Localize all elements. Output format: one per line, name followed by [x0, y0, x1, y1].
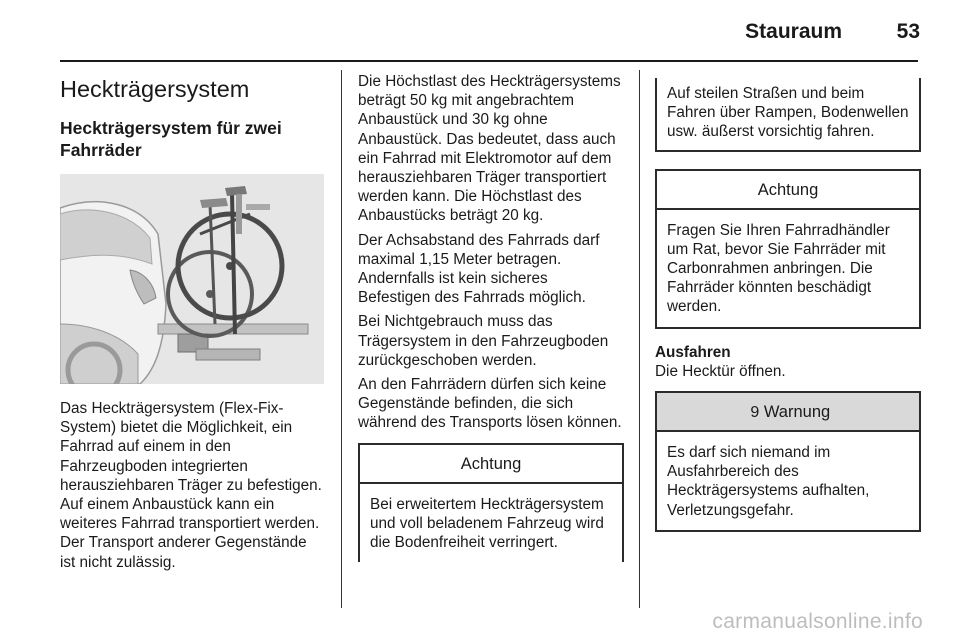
column-2: [358, 72, 624, 562]
notice-continuation-text: Auf steilen Straßen und beim Fahren über Rampen, Bodenwellen usw. äußerst vorsichtig fahren.: [667, 85, 909, 141]
warning-header: [657, 393, 919, 432]
warning-box: [655, 391, 921, 532]
notice-box-carbon-frame: [655, 169, 921, 329]
notice-box-ground-clearance: [358, 443, 624, 563]
section-subtitle-line-2: Fahrräder: [60, 140, 142, 160]
page-title: Heckträgersystem: [60, 76, 250, 102]
column-3: [655, 72, 921, 532]
subheading-ausfahren: Ausfahren: [655, 343, 731, 361]
header-rule: [60, 60, 918, 62]
header-section-title: Stauraum: [745, 20, 842, 43]
bike-carrier-illustration: [60, 174, 324, 384]
paragraph-not-in-use: Bei Nichtgebrauch muss das Trägersystem in den Fahrzeugboden zurückgeschoben werden.: [358, 313, 609, 369]
header-page-number: 53: [896, 20, 920, 43]
column-divider-1: [341, 70, 342, 608]
paragraph-loose-objects: An den Fahrrädern dürfen sich keine Gegenstände befinden, die sich während des Transports lösen können.: [358, 376, 622, 432]
notice-text: Bei erweitertem Heckträgersystem und voll beladenem Fahrzeug wird die Bodenfreiheit verringert.: [370, 495, 604, 552]
notice-text: Fragen Sie Ihren Fahrradhändler um Rat, bevor Sie Fahrräder mit Carbonrahmen anbringen. Die Fahrräder könnten beschädigt werden.: [667, 221, 890, 316]
bike-carrier-figure: [60, 174, 324, 384]
paragraph-max-load: Die Höchstlast des Heckträgersystems beträgt 50 kg mit angebrachtem Anbaustück und 30 kg ohne Anbaustück. Das bedeutet, dass auch ein Fahrrad mit Elektromotor auf dem herausziehbaren Träger transportiert werden kann. Die Höchstlast des Anbaustücks beträgt 20 kg.: [358, 73, 621, 225]
column-divider-2: [639, 70, 640, 608]
section-subtitle-line-1: Heckträgersystem für zwei: [60, 118, 282, 138]
notice-title: Achtung: [360, 445, 622, 484]
paragraph-axle-distance: Der Achsabstand des Fahrrads darf maximal 1,15 Meter betragen. Andernfalls ist kein sicheres Befestigen des Fahrrads möglich.: [358, 231, 600, 307]
warning-title: Warnung: [763, 403, 831, 422]
notice-continuation: [655, 78, 921, 152]
warning-triangle-icon: 9: [750, 404, 760, 422]
column-1: [60, 72, 326, 572]
running-header: [60, 18, 920, 48]
watermark: carmanualsonline.info: [712, 610, 923, 633]
section-subtitle: [60, 117, 326, 161]
warning-text: Es darf sich niemand im Ausfahrbereich des Heckträgersystems aufhalten, Verletzungsgefahr.: [667, 444, 870, 519]
subheading-text: Die Hecktür öffnen.: [655, 362, 786, 380]
notice-title: Achtung: [657, 171, 919, 210]
intro-paragraph: Das Heckträgersystem (Flex-Fix-System) bietet die Möglichkeit, ein Fahrrad auf einem in den Fahrzeugboden integrierten herausziehbaren Träger zu befestigen. Auf einem Anbaustück kann ein weiteres Fahrrad transportiert werden. Der Transport anderer Gegenstände ist nicht zulässig.: [60, 400, 322, 571]
